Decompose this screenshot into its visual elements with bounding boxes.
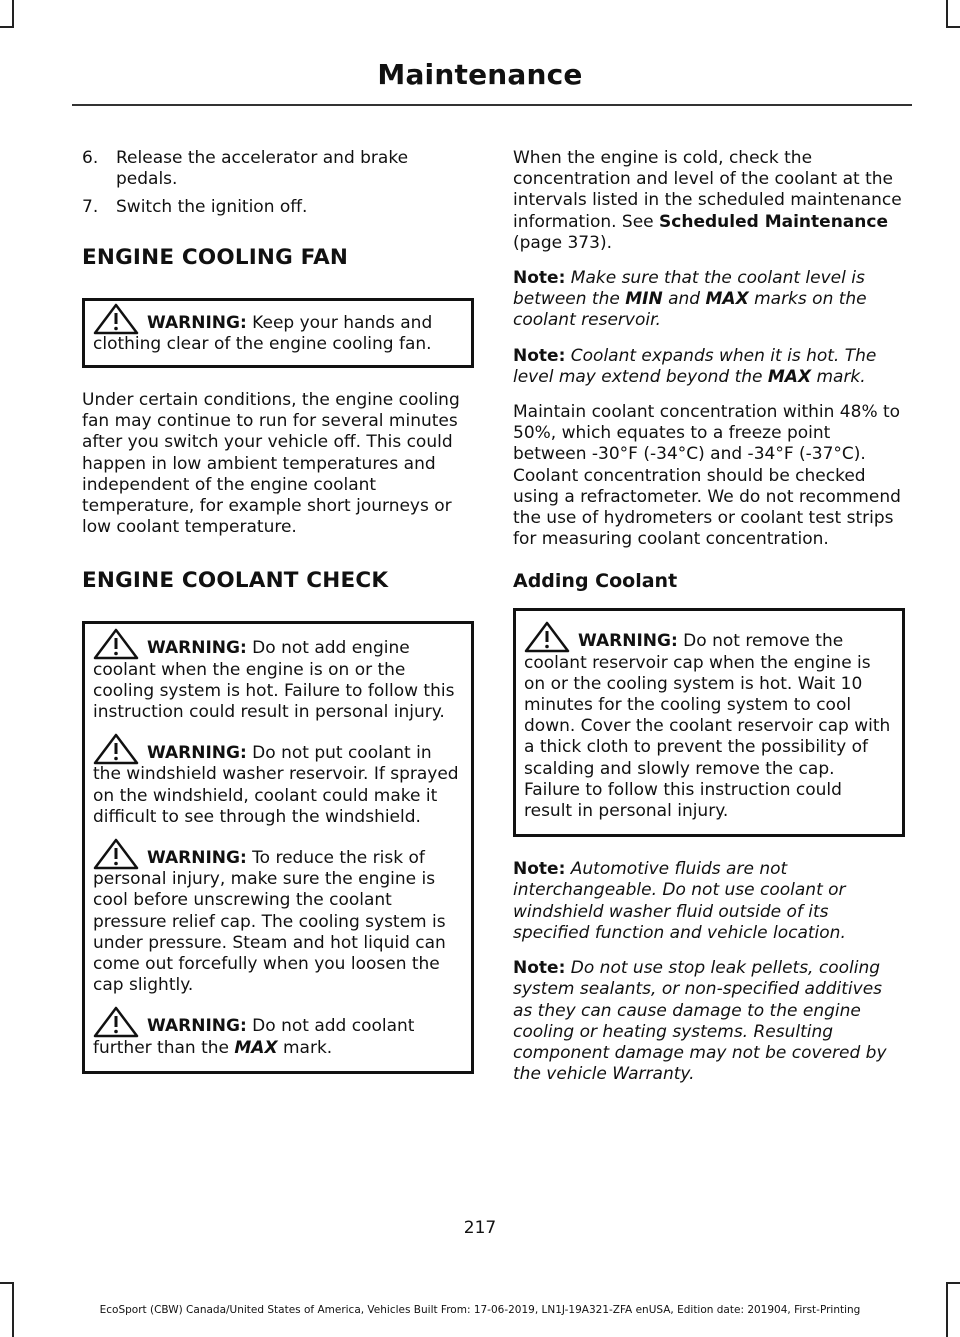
note-text: Do not use stop leak pellets, cooling system sealants, or non-specified additives as they can cause damage to the engine cooling or heating systems. Resulting component damage may not be covered by the vehicle Warranty. — [513, 958, 887, 1085]
warning-box — [513, 608, 905, 837]
warning-label: WARNING: — [578, 631, 678, 652]
note — [513, 859, 905, 944]
section-heading-coolant-check: ENGINE COOLANT CHECK — [82, 568, 389, 594]
warning-text: mark. — [277, 1037, 333, 1058]
note-label: Note: — [513, 859, 566, 880]
paragraph-text: When the engine is cold, check the concentration and level of the coolant at the intervals listed in the scheduled maintenance information. See — [513, 148, 902, 232]
step-item — [82, 148, 474, 190]
warning-label: WARNING: — [147, 848, 247, 869]
warning-label: WARNING: — [147, 312, 247, 333]
warning-box — [82, 621, 474, 1073]
step-text: Release the accelerator and brake pedals. — [116, 148, 409, 190]
warning-item — [93, 1016, 463, 1058]
body-paragraph: Under certain conditions, the engine cooling fan may continue to run for several minutes after you switch your vehicle off. This could happen in low ambient temperatures and independent of the engine coolant temperature, for example short journeys or low coolant temperature. — [82, 390, 460, 538]
note-label: Note: — [513, 268, 566, 289]
warning-triangle-icon — [524, 621, 570, 653]
step-text: Switch the ignition off. — [116, 197, 308, 218]
max-mark: MAX — [234, 1037, 278, 1058]
crop-mark — [946, 26, 960, 28]
warning-item — [93, 313, 463, 355]
note-text: and — [662, 289, 706, 310]
note-text: Coolant expands when it is hot. The level may extend beyond the — [513, 345, 877, 387]
warning-box — [82, 298, 474, 368]
header-divider — [72, 104, 912, 106]
warning-text: Keep your hands and clothing clear of the engine cooling fan. — [93, 312, 433, 354]
warning-triangle-icon — [93, 838, 139, 870]
crop-mark — [946, 1282, 960, 1284]
footer-edition-line: EcoSport (CBW) Canada/United States of America, Vehicles Built From: 17-06-2019, LN1J-19A321-ZFA enUSA, Edition date: 201904, First-Printing — [99, 1304, 861, 1316]
scheduled-maintenance-link[interactable]: Scheduled Maintenance — [659, 211, 888, 232]
body-paragraph — [513, 148, 905, 254]
note-text: marks on the coolant reservoir. — [513, 289, 867, 331]
warning-text: Do not remove the coolant reservoir cap when the engine is on or the cooling system is hot. Wait 10 minutes for the cooling system to cool down. Cover the coolant reservoir cap with a thick cloth to prevent the possibility of scalding and slowly remove the cap. Failure to follow this instruction could result in personal injury. — [524, 631, 891, 822]
crop-mark — [0, 1282, 14, 1284]
page-reference: (page 373). — [513, 232, 612, 253]
warning-text: Do not add engine coolant when the engine is on or the cooling system is hot. Failure to follow this instruction could result in personal injury. — [93, 638, 455, 723]
step-number: 6. — [82, 148, 99, 168]
page-title: Maintenance — [377, 58, 583, 91]
note — [513, 268, 905, 332]
right-column — [513, 148, 905, 1099]
page-number: 217 — [463, 1218, 497, 1238]
warning-triangle-icon — [93, 303, 139, 335]
warning-label: WARNING: — [147, 743, 247, 764]
note-text: Make sure that the coolant level is between the — [513, 268, 865, 310]
warning-text: To reduce the risk of personal injury, make sure the engine is cool before unscrewing the coolant pressure relief cap. The cooling system is under pressure. Steam and hot liquid can come out forcefully when you loosen the cap slightly. — [93, 848, 446, 996]
note-text: mark. — [811, 366, 866, 387]
section-heading-adding-coolant: Adding Coolant — [513, 570, 678, 593]
body-paragraph: Maintain coolant concentration within 48% to 50%, which equates to a freeze point between -30°F (-34°C) and -34°F (-37°C). Coolant concentration should be checked using a refractometer. We do not recommend the use of hydrometers or coolant test strips for measuring coolant concentration. — [513, 402, 901, 550]
note — [513, 958, 905, 1085]
section-heading-cooling-fan: ENGINE COOLING FAN — [82, 244, 349, 270]
warning-item — [93, 638, 463, 723]
left-column — [82, 148, 474, 1096]
note-text: Automotive fluids are not interchangeable. Do not use coolant or windshield washer fluid outside of its specified function and vehicle location. — [513, 859, 846, 943]
note — [513, 346, 905, 388]
crop-mark — [0, 26, 14, 28]
warning-triangle-icon — [93, 733, 139, 765]
crop-mark — [12, 0, 14, 26]
max-mark: MAX — [767, 366, 812, 387]
step-item — [82, 197, 474, 218]
warning-text: Do not put coolant in the windshield washer reservoir. If sprayed on the windshield, coolant could make it difficult to see through the windshield. — [93, 743, 459, 827]
crop-mark — [946, 0, 948, 26]
warning-item — [93, 743, 463, 828]
warning-text: Do not add coolant further than the — [93, 1016, 415, 1058]
warning-item — [93, 848, 463, 996]
min-mark: MIN — [625, 289, 663, 310]
warning-label: WARNING: — [147, 1016, 247, 1037]
warning-item — [524, 631, 894, 822]
step-number: 7. — [82, 197, 99, 218]
max-mark: MAX — [705, 289, 749, 310]
note-label: Note: — [513, 958, 566, 979]
warning-triangle-icon — [93, 1006, 139, 1038]
warning-label: WARNING: — [147, 638, 247, 659]
warning-triangle-icon — [93, 628, 139, 660]
note-label: Note: — [513, 345, 566, 366]
